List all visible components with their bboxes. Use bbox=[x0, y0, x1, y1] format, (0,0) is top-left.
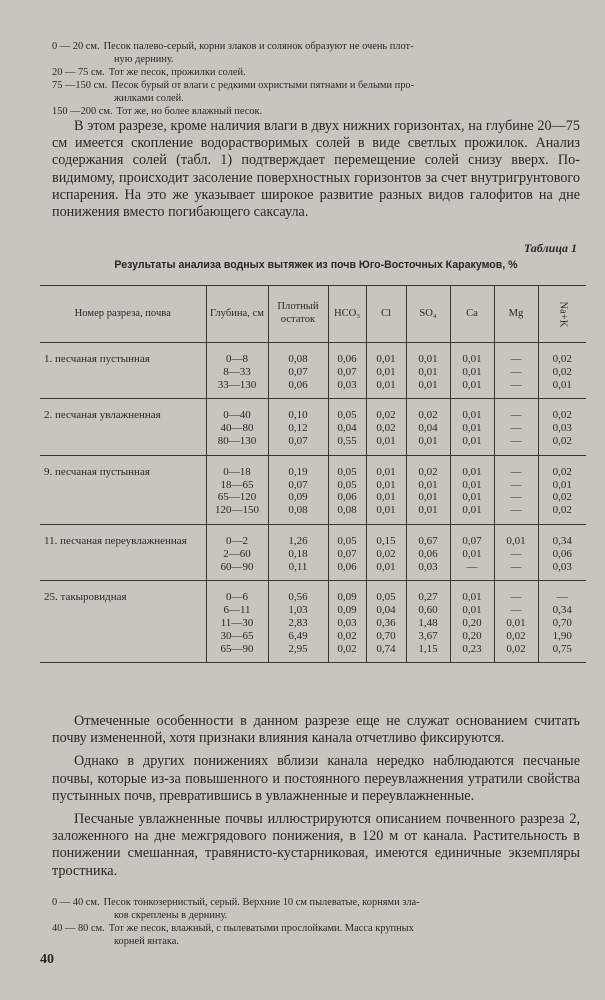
value-cl: 0,15 bbox=[376, 534, 396, 547]
cell-hco3 bbox=[328, 581, 366, 663]
value-hco3: 0,09 bbox=[337, 591, 357, 604]
value-nak: 0,70 bbox=[552, 616, 572, 629]
col-header-mg: Mg bbox=[494, 286, 538, 343]
table-header-row bbox=[40, 286, 586, 343]
value-cl: 0,36 bbox=[376, 616, 396, 629]
page-number: 40 bbox=[40, 952, 54, 967]
value-hco3: 0,02 bbox=[337, 642, 357, 655]
value-residue: 0,56 bbox=[288, 591, 308, 604]
cell-depth bbox=[206, 455, 268, 524]
value-ca: 0,01 bbox=[462, 365, 482, 378]
profile-depth: 0 — 20 см. bbox=[52, 41, 100, 52]
cell-ca bbox=[450, 455, 494, 524]
value-so4: 0,01 bbox=[418, 434, 438, 447]
value-so4: 0,04 bbox=[418, 422, 438, 435]
col-header-depth: Глубина, см bbox=[206, 286, 268, 343]
cell-ca bbox=[450, 343, 494, 399]
col-header-nak bbox=[538, 286, 586, 343]
value-residue: 0,12 bbox=[288, 422, 308, 435]
value-cl: 0,74 bbox=[376, 642, 396, 655]
profile-name: 25. такыровидная bbox=[44, 591, 127, 604]
value-mg: 0,01 bbox=[506, 534, 526, 547]
value-cl: 0,01 bbox=[376, 353, 396, 365]
cell-cl bbox=[366, 524, 406, 580]
value-ca: 0,01 bbox=[462, 422, 482, 435]
table-row bbox=[40, 399, 586, 455]
value-ca: 0,01 bbox=[462, 465, 482, 478]
body-text-2 bbox=[52, 713, 580, 880]
profile-entry bbox=[52, 66, 592, 79]
table-label: Таблица 1 bbox=[523, 241, 577, 255]
cell-ca bbox=[450, 581, 494, 663]
value-residue: 2,95 bbox=[288, 642, 308, 655]
paragraph: В этом разрезе, кроме наличия влаги в двух нижних горизонтах, на глубине 20—75 см имеется скопление водорастворимых солей в виде светлых прожилок. Анализ содержания солей (табл. 1) подтверждает перемещение солей снизу вверх. По-видимому, происходит засоление поверхностных горизонтов за счет внутригрунтового испарения. На это же указывает широкое развитие разных видов галофитов на дне понижения вместо погибающего саксаула. bbox=[52, 118, 580, 221]
cell-residue bbox=[268, 399, 328, 455]
value-mg: — bbox=[510, 547, 522, 560]
value-ca: 0,20 bbox=[462, 629, 482, 642]
cell-residue bbox=[268, 343, 328, 399]
value-nak: 0,01 bbox=[552, 378, 572, 391]
cell-nak bbox=[538, 455, 586, 524]
value-depth: 120—150 bbox=[215, 504, 259, 517]
profile-desc: Тот же песок, влажный, с пылеватыми прослойками. Масса крупных bbox=[108, 923, 414, 934]
value-nak: 1,90 bbox=[552, 629, 572, 642]
value-nak: 0,02 bbox=[552, 491, 572, 504]
profile-desc: Песок тонкозернистый, серый. Верхние 10 см пылеватые, корнями зла- bbox=[103, 897, 420, 908]
value-cl: 0,05 bbox=[376, 591, 396, 604]
profile-desc: Тот же песок, прожилки солей. bbox=[108, 67, 246, 78]
value-residue: 1,03 bbox=[288, 604, 308, 617]
value-cl: 0,70 bbox=[376, 629, 396, 642]
profile-desc-cont: корней янтака. bbox=[114, 936, 179, 947]
value-mg: — bbox=[510, 560, 522, 573]
table-row bbox=[40, 581, 586, 663]
profile-desc: Тот же, но более влажный песок. bbox=[116, 106, 263, 117]
value-mg: — bbox=[510, 491, 522, 504]
value-mg: — bbox=[510, 434, 522, 447]
profile-desc-cont: ную дернину. bbox=[114, 54, 174, 65]
profile-depth: 75 —150 см. bbox=[52, 80, 108, 91]
value-so4: 1,48 bbox=[418, 616, 438, 629]
value-ca: 0,20 bbox=[462, 616, 482, 629]
value-so4: 0,06 bbox=[418, 547, 438, 560]
value-depth: 65—120 bbox=[217, 491, 257, 504]
value-residue: 0,08 bbox=[288, 504, 308, 517]
value-nak: 0,02 bbox=[552, 504, 572, 517]
value-residue: 0,11 bbox=[288, 560, 308, 573]
value-depth: 0—8 bbox=[226, 353, 248, 365]
value-mg: — bbox=[510, 353, 522, 365]
value-residue: 0,07 bbox=[288, 478, 308, 491]
cell-so4 bbox=[406, 524, 450, 580]
profile-name-cell bbox=[40, 581, 206, 663]
profile-description-top bbox=[52, 40, 592, 118]
value-cl: 0,01 bbox=[376, 504, 396, 517]
cell-ca bbox=[450, 524, 494, 580]
profile-entry bbox=[52, 896, 592, 909]
value-mg: — bbox=[510, 365, 522, 378]
value-ca: 0,01 bbox=[462, 491, 482, 504]
value-hco3: 0,03 bbox=[337, 616, 357, 629]
cell-cl bbox=[366, 343, 406, 399]
profile-entry bbox=[52, 922, 592, 935]
value-nak: 0,06 bbox=[552, 547, 572, 560]
cell-depth bbox=[206, 581, 268, 663]
cell-mg bbox=[494, 581, 538, 663]
value-mg: — bbox=[510, 504, 522, 517]
value-hco3: 0,06 bbox=[337, 491, 357, 504]
cell-nak bbox=[538, 399, 586, 455]
cell-cl bbox=[366, 581, 406, 663]
value-so4: 0,02 bbox=[418, 409, 438, 422]
nak-label: Na+K bbox=[557, 301, 569, 327]
profile-name-cell bbox=[40, 524, 206, 580]
profile-desc-cont: ков скреплены в дернину. bbox=[114, 910, 228, 921]
value-nak: — bbox=[556, 591, 568, 604]
value-hco3: 0,06 bbox=[337, 353, 357, 365]
value-so4: 0,01 bbox=[418, 353, 438, 365]
value-so4: 0,01 bbox=[418, 478, 438, 491]
paragraph: Песчаные увлажненные почвы иллюстрируются описанием почвенного разреза 2, заложенного на дне межгрядового понижения, в 120 м от канала. Растительность в понижении смешанная, травянисто-кустарниковая, имеются единичные экземпляры тростника. bbox=[52, 811, 580, 879]
value-mg: — bbox=[510, 591, 522, 604]
profile-name-cell bbox=[40, 455, 206, 524]
value-ca: 0,01 bbox=[462, 604, 482, 617]
value-hco3: 0,04 bbox=[337, 422, 357, 435]
table-body bbox=[40, 343, 586, 663]
value-residue: 0,10 bbox=[288, 409, 308, 422]
profile-name: 11. песчаная переувлажненная bbox=[44, 534, 187, 547]
value-ca: 0,01 bbox=[462, 478, 482, 491]
value-cl: 0,01 bbox=[376, 491, 396, 504]
profile-desc: Песок бурый от влаги с редкими охристыми пятнами и белыми про- bbox=[111, 80, 415, 91]
value-depth: 0—40 bbox=[223, 409, 251, 422]
value-nak: 0,75 bbox=[552, 642, 572, 655]
value-so4: 0,03 bbox=[418, 560, 438, 573]
col-header-cl: Cl bbox=[366, 286, 406, 343]
value-ca: 0,01 bbox=[462, 409, 482, 422]
value-mg: 0,02 bbox=[506, 642, 526, 655]
cell-nak bbox=[538, 581, 586, 663]
cell-so4 bbox=[406, 399, 450, 455]
value-mg: — bbox=[510, 478, 522, 491]
value-residue: 6,49 bbox=[288, 629, 308, 642]
value-hco3: 0,06 bbox=[337, 560, 357, 573]
value-cl: 0,01 bbox=[376, 478, 396, 491]
value-mg: — bbox=[510, 604, 522, 617]
value-so4: 0,02 bbox=[418, 465, 438, 478]
value-ca: 0,23 bbox=[462, 642, 482, 655]
table-row bbox=[40, 524, 586, 580]
value-cl: 0,01 bbox=[376, 365, 396, 378]
value-ca: 0,01 bbox=[462, 591, 482, 604]
profile-name-cell bbox=[40, 399, 206, 455]
col-header-hco3: HCO₃ bbox=[328, 286, 366, 343]
value-hco3: 0,03 bbox=[337, 378, 357, 391]
value-residue: 0,06 bbox=[288, 378, 308, 391]
value-residue: 0,18 bbox=[288, 547, 308, 560]
table-row bbox=[40, 455, 586, 524]
cell-so4 bbox=[406, 343, 450, 399]
value-depth: 0—2 bbox=[226, 534, 248, 547]
value-nak: 0,01 bbox=[552, 478, 572, 491]
profile-entry bbox=[52, 79, 592, 92]
value-depth: 0—18 bbox=[223, 465, 251, 478]
profile-depth: 20 — 75 см. bbox=[52, 67, 105, 78]
cell-depth bbox=[206, 343, 268, 399]
value-depth: 60—90 bbox=[220, 560, 254, 573]
cell-mg bbox=[494, 343, 538, 399]
value-hco3: 0,07 bbox=[337, 365, 357, 378]
value-nak: 0,03 bbox=[552, 422, 572, 435]
cell-depth bbox=[206, 399, 268, 455]
value-ca: 0,01 bbox=[462, 378, 482, 391]
value-so4: 0,01 bbox=[418, 378, 438, 391]
value-depth: 65—90 bbox=[220, 642, 254, 655]
value-mg: — bbox=[510, 422, 522, 435]
value-hco3: 0,08 bbox=[337, 504, 357, 517]
value-so4: 0,60 bbox=[418, 604, 438, 617]
cell-residue bbox=[268, 581, 328, 663]
cell-hco3 bbox=[328, 399, 366, 455]
cell-depth bbox=[206, 524, 268, 580]
value-residue: 0,09 bbox=[288, 491, 308, 504]
value-mg: — bbox=[510, 465, 522, 478]
cell-nak bbox=[538, 343, 586, 399]
table-title: Результаты анализа водных вытяжек из почв Юго-Восточных Каракумов, % bbox=[114, 259, 518, 271]
profile-desc-cont: жилками солей. bbox=[114, 93, 184, 104]
value-hco3: 0,09 bbox=[337, 604, 357, 617]
profile-entry bbox=[52, 40, 592, 53]
value-depth: 18—65 bbox=[220, 478, 254, 491]
value-nak: 0,34 bbox=[552, 604, 572, 617]
value-depth: 30—65 bbox=[220, 629, 254, 642]
cell-ca bbox=[450, 399, 494, 455]
value-depth: 0—6 bbox=[226, 591, 248, 604]
value-hco3: 0,05 bbox=[337, 409, 357, 422]
value-nak: 0,02 bbox=[552, 353, 572, 365]
paragraph: Отмеченные особенности в данном разрезе еще не служат основанием считать почву измененной, хотя признаки влияния канала отчетливо фиксируются. bbox=[52, 713, 580, 747]
value-nak: 0,02 bbox=[552, 409, 572, 422]
value-ca: 0,01 bbox=[462, 434, 482, 447]
value-depth: 40—80 bbox=[220, 422, 254, 435]
cell-hco3 bbox=[328, 343, 366, 399]
value-depth: 8—33 bbox=[223, 365, 251, 378]
cell-mg bbox=[494, 399, 538, 455]
cell-so4 bbox=[406, 455, 450, 524]
value-hco3: 0,05 bbox=[337, 465, 357, 478]
value-mg: 0,02 bbox=[506, 629, 526, 642]
value-nak: 0,02 bbox=[552, 434, 572, 447]
value-hco3: 0,07 bbox=[337, 547, 357, 560]
value-so4: 0,67 bbox=[418, 534, 438, 547]
cell-so4 bbox=[406, 581, 450, 663]
value-residue: 1,26 bbox=[288, 534, 308, 547]
value-depth: 11—30 bbox=[220, 616, 254, 629]
profile-entry bbox=[52, 105, 592, 118]
value-so4: 0,27 bbox=[418, 591, 438, 604]
value-residue: 0,08 bbox=[288, 353, 308, 365]
value-cl: 0,02 bbox=[376, 422, 396, 435]
value-so4: 1,15 bbox=[418, 642, 438, 655]
value-so4: 0,01 bbox=[418, 491, 438, 504]
value-so4: 0,01 bbox=[418, 365, 438, 378]
cell-cl bbox=[366, 399, 406, 455]
value-ca: 0,07 bbox=[462, 534, 482, 547]
profile-depth: 0 — 40 см. bbox=[52, 897, 100, 908]
value-residue: 0,19 bbox=[288, 465, 308, 478]
col-header-profile: Номер разреза, почва bbox=[40, 286, 206, 343]
table-row bbox=[40, 343, 586, 399]
profile-name: 9. песчаная пустынная bbox=[44, 465, 150, 478]
col-header-so4: SO₄ bbox=[406, 286, 450, 343]
value-cl: 0,01 bbox=[376, 434, 396, 447]
paragraph: Однако в других понижениях вблизи канала нередко наблюдаются песчаные почвы, которые из-за повышенного и постоянного переувлажнения утратили свойства пустынных почв, превратившись в увлажненные и переувлажненные. bbox=[52, 753, 580, 804]
value-ca: 0,01 bbox=[462, 504, 482, 517]
cell-mg bbox=[494, 455, 538, 524]
value-nak: 0,02 bbox=[552, 365, 572, 378]
value-depth: 2—60 bbox=[223, 547, 251, 560]
cell-hco3 bbox=[328, 455, 366, 524]
cell-residue bbox=[268, 455, 328, 524]
value-cl: 0,01 bbox=[376, 465, 396, 478]
value-hco3: 0,05 bbox=[337, 478, 357, 491]
profile-depth: 40 — 80 см. bbox=[52, 923, 105, 934]
value-residue: 0,07 bbox=[288, 434, 308, 447]
cell-nak bbox=[538, 524, 586, 580]
cell-residue bbox=[268, 524, 328, 580]
value-ca: — bbox=[466, 560, 478, 573]
value-hco3: 0,05 bbox=[337, 534, 357, 547]
value-cl: 0,02 bbox=[376, 547, 396, 560]
value-depth: 6—11 bbox=[223, 604, 251, 617]
profile-name-cell bbox=[40, 343, 206, 399]
value-cl: 0,02 bbox=[376, 409, 396, 422]
value-residue: 2,83 bbox=[288, 616, 308, 629]
value-nak: 0,03 bbox=[552, 560, 572, 573]
results-table bbox=[40, 285, 586, 663]
value-cl: 0,04 bbox=[376, 604, 396, 617]
value-so4: 0,01 bbox=[418, 504, 438, 517]
cell-cl bbox=[366, 455, 406, 524]
value-mg: — bbox=[510, 409, 522, 422]
cell-mg bbox=[494, 524, 538, 580]
col-header-residue: Плотный остаток bbox=[268, 286, 328, 343]
cell-hco3 bbox=[328, 524, 366, 580]
value-mg: — bbox=[510, 378, 522, 391]
value-cl: 0,01 bbox=[376, 378, 396, 391]
col-header-ca: Ca bbox=[450, 286, 494, 343]
body-text-1 bbox=[52, 118, 580, 221]
value-ca: 0,01 bbox=[462, 353, 482, 365]
value-ca: 0,01 bbox=[462, 547, 482, 560]
profile-name: 1. песчаная пустынная bbox=[44, 353, 150, 365]
value-nak: 0,34 bbox=[552, 534, 572, 547]
value-nak: 0,02 bbox=[552, 465, 572, 478]
value-mg: 0,01 bbox=[506, 616, 526, 629]
profile-depth: 150 —200 см. bbox=[52, 106, 113, 117]
value-hco3: 0,02 bbox=[337, 629, 357, 642]
value-so4: 3,67 bbox=[418, 629, 438, 642]
value-depth: 33—130 bbox=[217, 378, 257, 391]
profile-desc: Песок палево-серый, корни злаков и солянок образуют не очень плот- bbox=[103, 41, 414, 52]
value-hco3: 0,55 bbox=[337, 434, 357, 447]
profile-name: 2. песчаная увлажненная bbox=[44, 409, 161, 422]
value-cl: 0,01 bbox=[376, 560, 396, 573]
value-residue: 0,07 bbox=[288, 365, 308, 378]
value-depth: 80—130 bbox=[217, 434, 257, 447]
profile-description-bottom bbox=[52, 896, 592, 948]
